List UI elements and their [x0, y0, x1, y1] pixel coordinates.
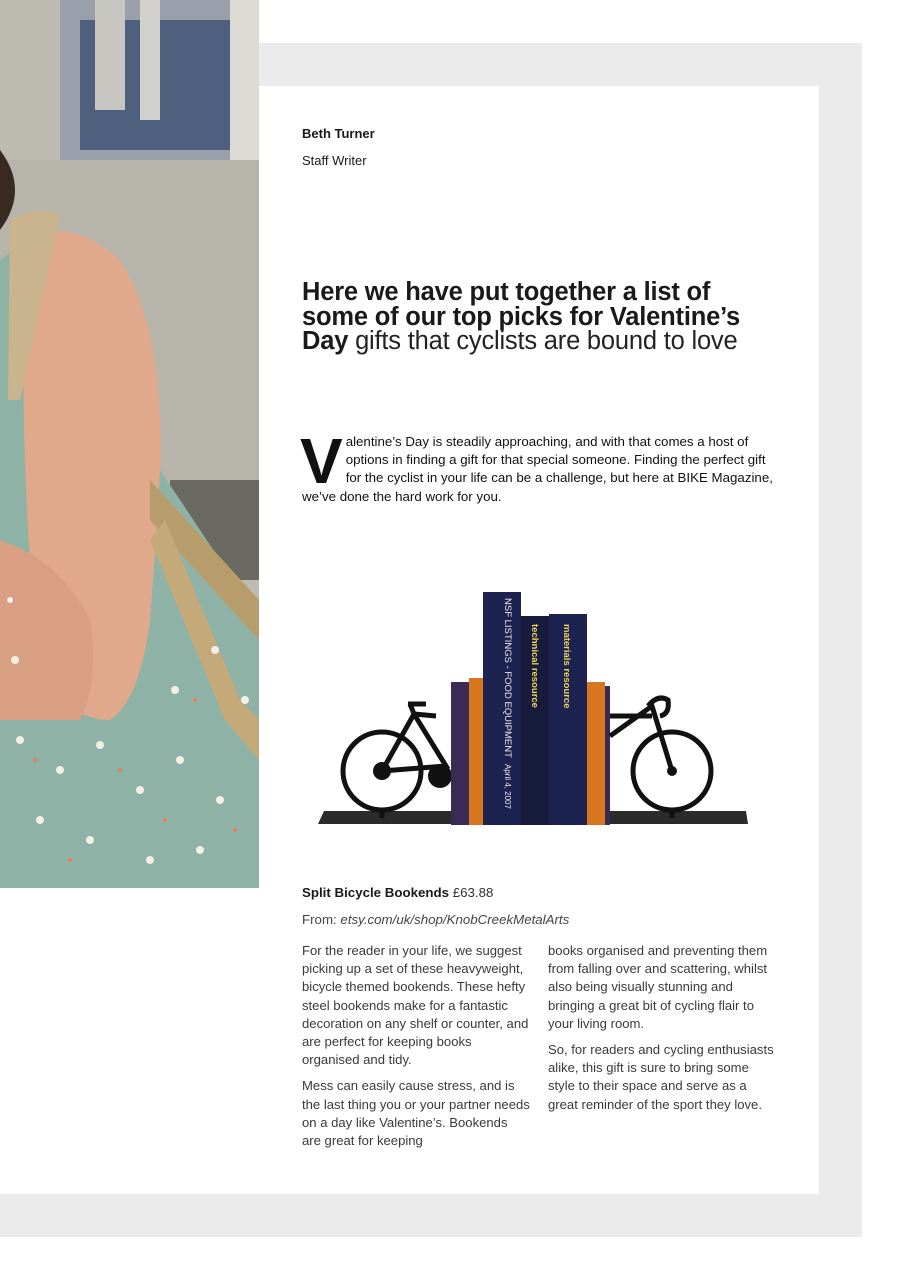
headline-bold: Here we have put together a list of some of our top picks for Valentine’s Day: [302, 278, 740, 355]
product-title: [302, 885, 493, 900]
headline: [302, 280, 762, 354]
headline-light: gifts that cyclists are bound to love: [348, 327, 738, 355]
intro-paragraph: [300, 425, 774, 506]
page-frame-right: [819, 43, 862, 1237]
product-source: [302, 912, 569, 927]
body-column-right: [548, 942, 776, 1122]
page-frame-top: [259, 43, 862, 86]
body-column-left: [302, 942, 530, 1158]
intro-text: alentine’s Day is steadily approaching, and with that comes a host of options in finding a gift for that special someone. Finding the perfect gift for the cyclist in your life can be a challenge, but here at BIKE Magazine, we’ve done the hard work for you.: [302, 434, 773, 504]
body-paragraph: Mess can easily cause stress, and is the last thing you or your partner needs on a day like Valentine’s. Bookends are great for keeping: [302, 1078, 530, 1149]
book-spine-date: April 4, 2007: [503, 764, 512, 809]
hero-photo-illustration: [0, 0, 259, 888]
book-spine-1: NSF LISTINGS - FOOD EQUIPMENT: [502, 598, 513, 758]
body-paragraph: For the reader in your life, we suggest picking up a set of these heavyweight, bicycle themed bookends. These hefty steel bookends make for a fantastic decoration on any shelf or counter, and are perfect for keeping books organised and tidy.: [302, 943, 529, 1068]
author-role: Staff Writer: [302, 153, 367, 168]
hero-photo: [0, 0, 259, 888]
product-source-prefix: From:: [302, 912, 341, 927]
product-price: £63.88: [449, 885, 494, 900]
author-name: Beth Turner: [302, 126, 375, 141]
book-spine-3: materials resource: [561, 624, 572, 709]
product-name: Split Bicycle Bookends: [302, 885, 450, 900]
page-frame-bottom: [0, 1194, 862, 1237]
body-paragraph: So, for readers and cycling enthusiasts alike, this gift is sure to bring some style to their space and serve as a great reminder of the sport they love.: [548, 1042, 774, 1112]
drop-cap: V: [300, 425, 343, 497]
body-paragraph: books organised and preventing them from falling over and scattering, whilst also being visually stunning and bringing a great bit of cycling flair to your living room.: [548, 943, 768, 1031]
product-source-link[interactable]: etsy.com/uk/shop/KnobCreekMetalArts: [340, 912, 570, 927]
product-photo: [296, 566, 776, 873]
bicycle-bookends-illustration: [296, 566, 776, 873]
book-spine-2: technical resource: [529, 624, 540, 708]
